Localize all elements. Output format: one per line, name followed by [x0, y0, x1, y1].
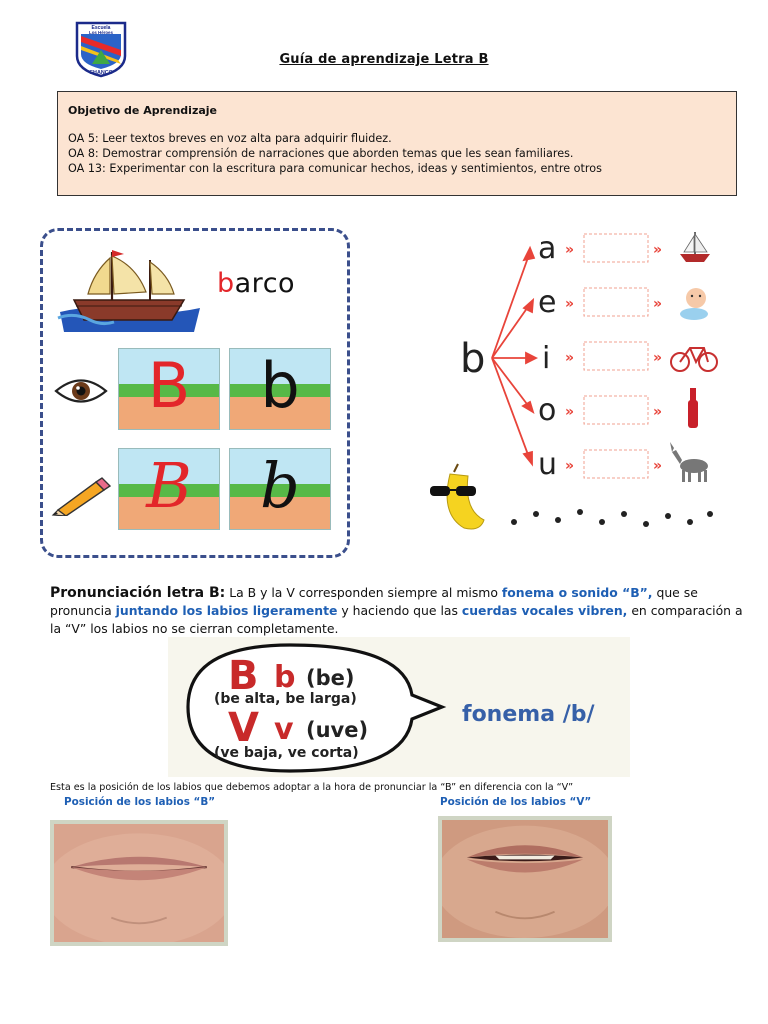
fonema-b-desc: (be alta, be larga)	[214, 691, 357, 707]
pronunciation-text: en comparación a la “V” los labios no se cierran completamente.	[50, 603, 743, 636]
pronunciation-text: que se pronuncia	[50, 585, 698, 618]
word-barco	[217, 268, 295, 299]
arrow-glyph: »	[565, 242, 575, 258]
diagram-consonant: b	[460, 336, 486, 382]
objectives-box	[57, 91, 737, 196]
arrow-glyph: »	[565, 350, 575, 366]
fonema-v-upper: V	[228, 705, 259, 751]
lips-label-b: Posición de los labios “B”	[64, 796, 216, 808]
objective-item: OA 13: Experimentar con la escritura para comunicar hechos, ideas y sentimientos, entre otros	[68, 162, 602, 175]
diagram-vowel-i: i	[542, 341, 551, 376]
pronunciation-highlight: fonema o sonido “B”,	[501, 585, 653, 600]
arrow-glyph: »	[653, 458, 663, 474]
fonema-b-name: (be)	[306, 666, 355, 690]
arrow-glyph: »	[565, 296, 575, 312]
arrow-glyph: »	[565, 404, 575, 420]
pronunciation-heading: Pronunciación letra B:	[50, 585, 226, 601]
pronunciation-highlight: juntando los labios ligeramente	[115, 603, 338, 618]
letter-tile-cursive-upper: B	[118, 448, 220, 530]
objective-item: OA 5: Leer textos breves en voz alta para adquirir fluidez.	[68, 132, 392, 145]
diagram-vowel-a: a	[538, 231, 557, 266]
pronunciation-highlight: cuerdas vocales vibren,	[461, 603, 628, 618]
word-rest: arco	[234, 268, 296, 299]
diagram-vowel-e: e	[538, 285, 557, 320]
lips-photo-v	[438, 816, 612, 942]
arrow-glyph: »	[653, 242, 663, 258]
fonema-b-lower: b	[274, 660, 296, 695]
letter-tile-cursive-lower: b	[229, 448, 331, 530]
objectives-heading: Objetivo de Aprendizaje	[68, 104, 218, 117]
fonema-label: fonema /b/	[462, 702, 595, 727]
pronunciation-paragraph	[50, 584, 750, 638]
logo-middle-text: Los Héroes	[89, 30, 113, 35]
arrow-glyph: »	[653, 404, 663, 420]
arrow-glyph: »	[653, 350, 663, 366]
syllable-diagram	[424, 224, 718, 546]
objective-item: OA 8: Demostrar comprensión de narraciones que aborden temas que les sean familiares.	[68, 147, 574, 160]
letter-tile-print-lower: b	[229, 348, 331, 430]
diagram-vowel-u: u	[538, 447, 558, 482]
arrow-glyph: »	[565, 458, 575, 474]
eye-icon	[54, 374, 108, 408]
logo-bottom-text: CHANCO	[89, 70, 113, 76]
page-title: Guía de aprendizaje Letra B	[279, 52, 489, 67]
pronunciation-text: La B y la V corresponden siempre al mismo	[225, 585, 502, 600]
lips-photo-b	[50, 820, 228, 946]
fonema-b-upper: B	[228, 653, 259, 699]
lips-caption: Esta es la posición de los labios que debemos adoptar a la hora de pronunciar la “B” en diferencia con la “V”	[50, 782, 574, 793]
school-logo	[74, 20, 128, 78]
logo-top-text: Escuela	[91, 25, 111, 31]
fonema-v-lower: v	[274, 712, 294, 747]
pencil-icon	[50, 476, 112, 516]
lips-label-v: Posición de los labios “V”	[440, 796, 592, 808]
pronunciation-text: y haciendo que las	[337, 603, 462, 618]
diagram-vowel-o: o	[538, 393, 557, 428]
fonema-v-desc: (ve baja, ve corta)	[214, 745, 359, 761]
letter-tile-print-upper: B	[118, 348, 220, 430]
fonema-illustration	[168, 637, 630, 777]
arrow-glyph: »	[653, 296, 663, 312]
fonema-v-name: (uve)	[306, 718, 369, 742]
word-first-letter: b	[217, 268, 235, 299]
ship-illustration	[54, 246, 204, 334]
